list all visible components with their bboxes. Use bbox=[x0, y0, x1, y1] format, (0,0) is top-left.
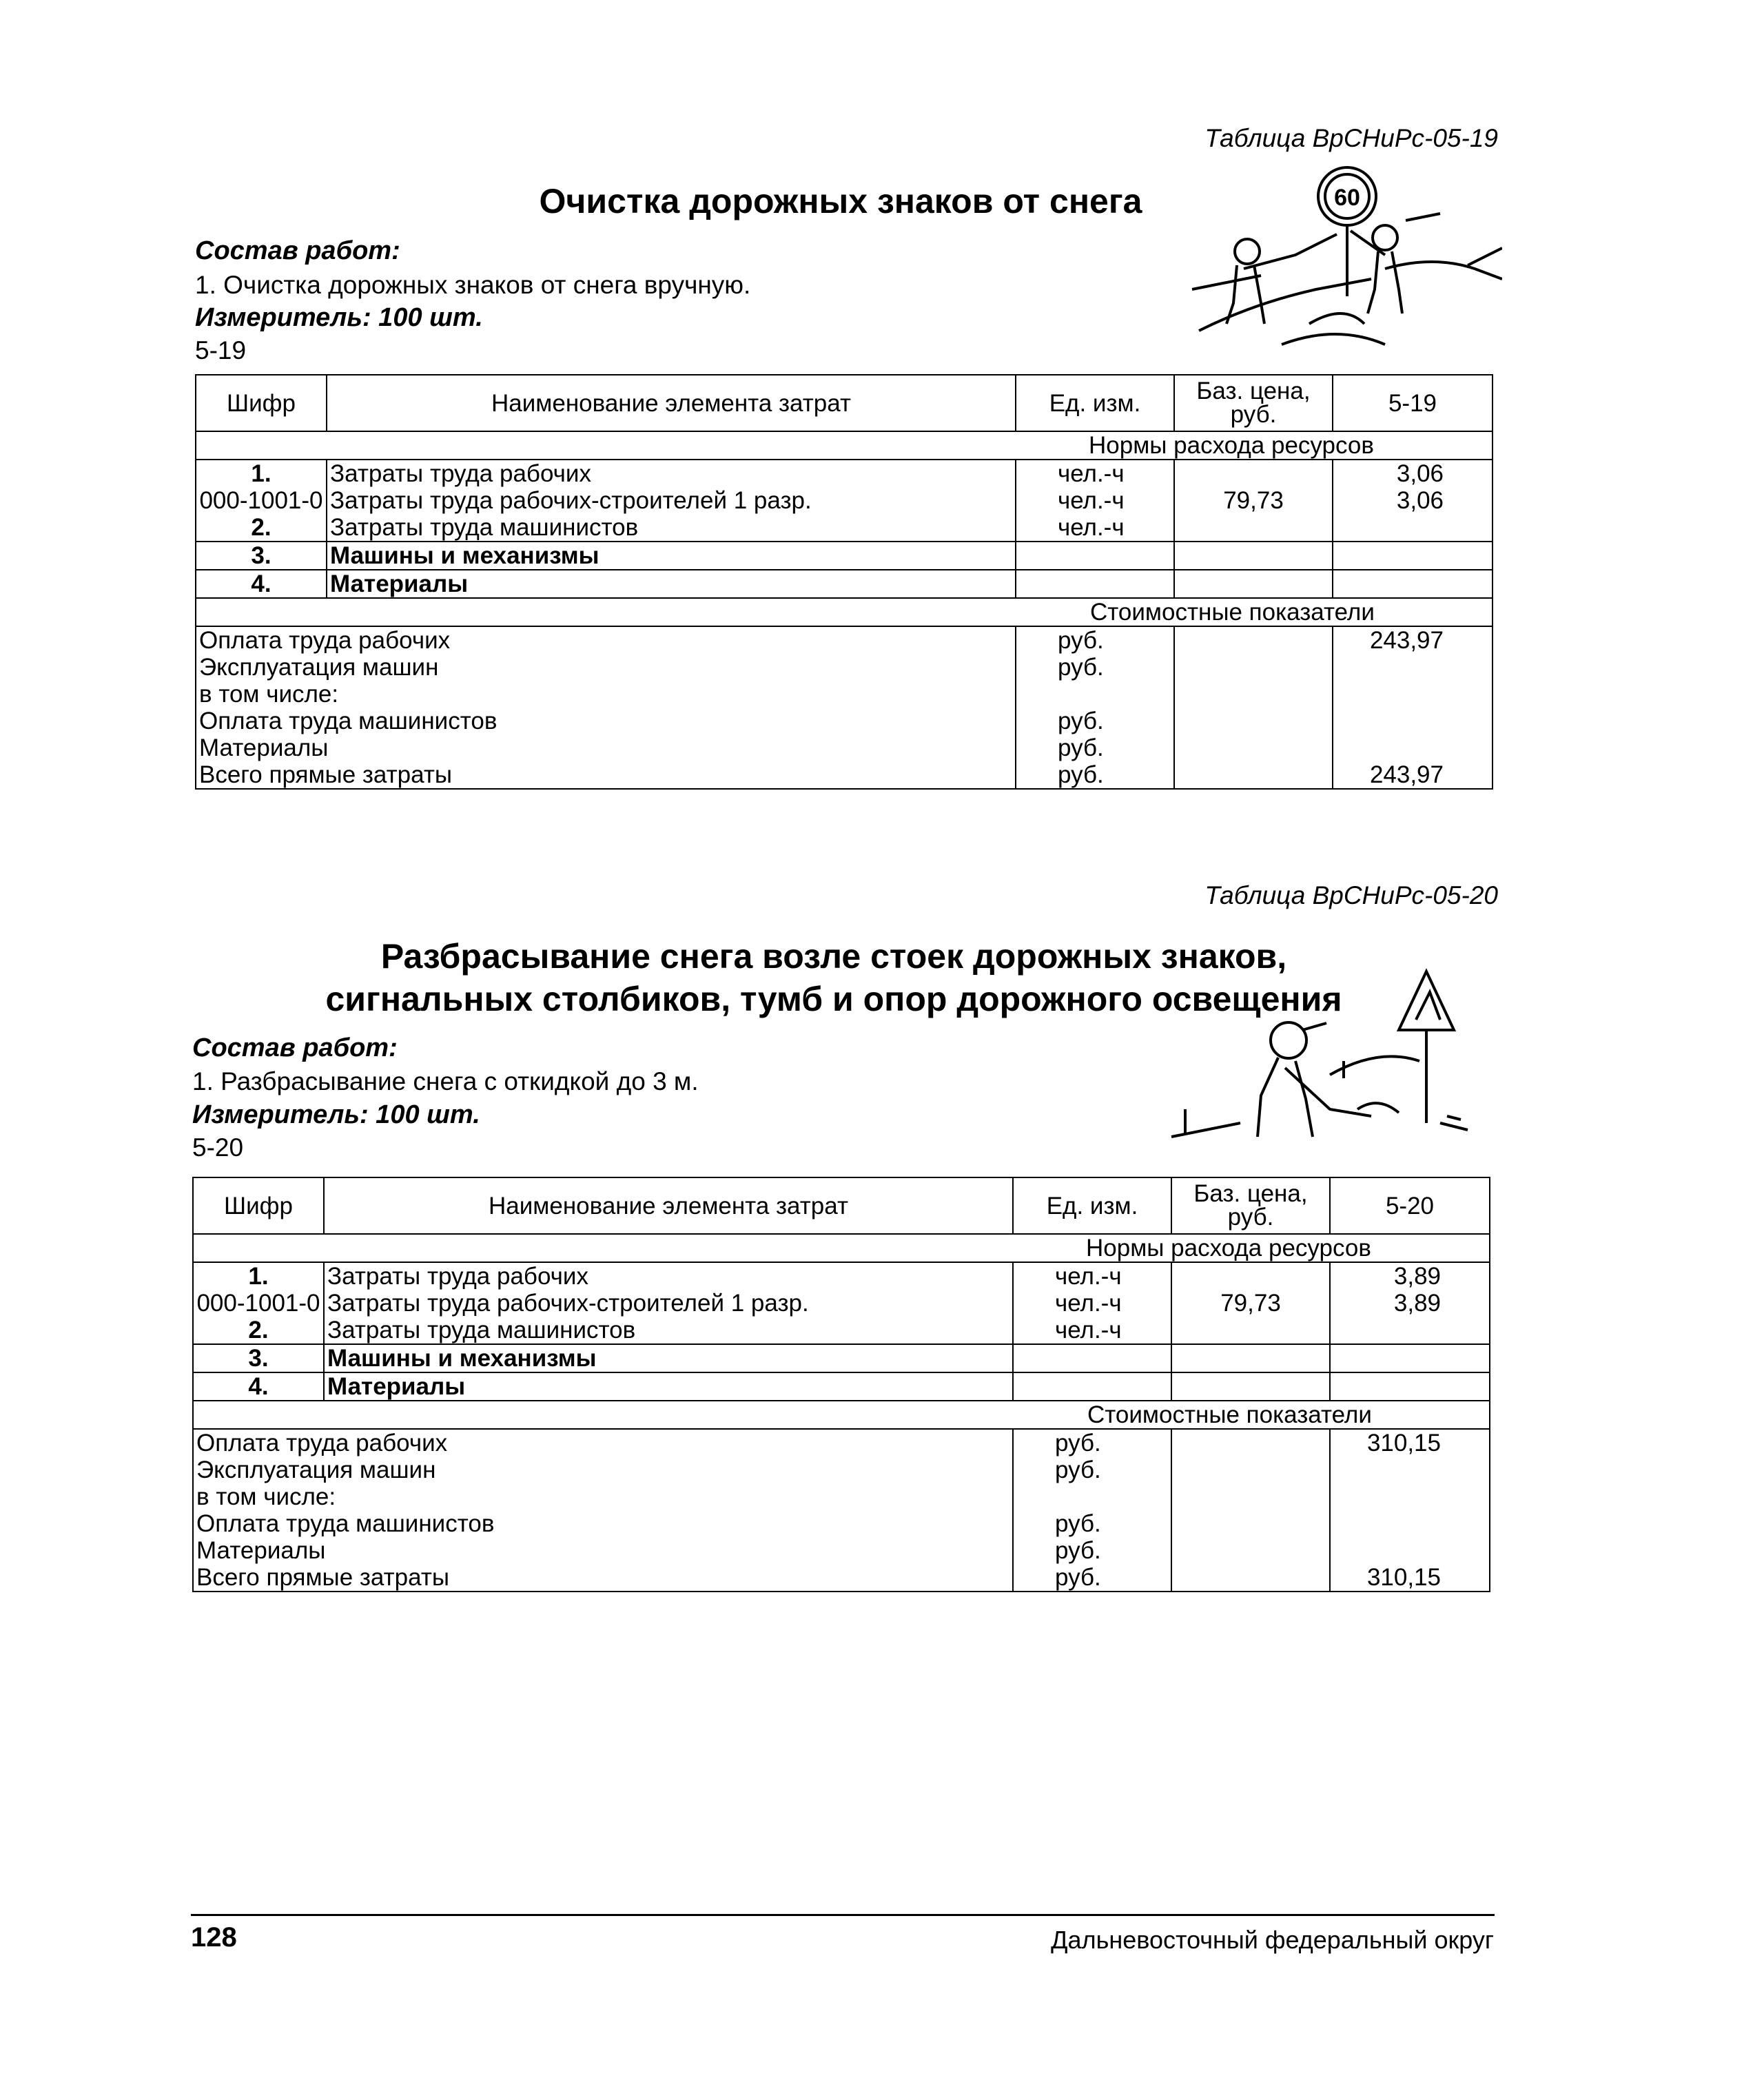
cost-unit: руб. bbox=[1016, 654, 1174, 681]
row-unit: чел.-ч bbox=[1013, 1262, 1171, 1290]
section-title: Разбрасывание снега возле стоек дорожных знаков, bbox=[380, 937, 1287, 976]
row-price bbox=[1174, 570, 1333, 598]
cost-name: Всего прямые затраты bbox=[196, 761, 1016, 789]
row-unit bbox=[1016, 542, 1174, 570]
cost-name: Эксплуатация машин bbox=[196, 654, 1016, 681]
cost-name: Материалы bbox=[193, 1537, 1013, 1564]
cost-name: Оплата труда машинистов bbox=[196, 708, 1016, 734]
worker-shoveling-illustration bbox=[1158, 965, 1488, 1164]
row-value bbox=[1333, 570, 1493, 598]
row-code: 2. bbox=[193, 1317, 324, 1344]
row-name: Затраты труда рабочих-строителей 1 разр. bbox=[327, 487, 1016, 514]
row-unit: чел.-ч bbox=[1013, 1290, 1171, 1317]
cost-unit: руб. bbox=[1013, 1429, 1171, 1456]
cost-value bbox=[1330, 1537, 1490, 1564]
row-value: 3,89 bbox=[1330, 1262, 1490, 1290]
cost-value bbox=[1333, 654, 1493, 681]
row-unit: чел.-ч bbox=[1016, 487, 1174, 514]
column-header: 5-20 bbox=[1330, 1177, 1490, 1234]
row-name: Затраты труда рабочих bbox=[327, 460, 1016, 487]
row-name: Материалы bbox=[324, 1372, 1013, 1401]
row-unit bbox=[1013, 1344, 1171, 1372]
norms-header: Нормы расхода ресурсов bbox=[196, 431, 1493, 460]
cost-value bbox=[1333, 681, 1493, 708]
row-unit: чел.-ч bbox=[1016, 460, 1174, 487]
row-value bbox=[1330, 1344, 1490, 1372]
column-header: 5-19 bbox=[1333, 375, 1493, 431]
cost-name: Оплата труда машинистов bbox=[193, 1510, 1013, 1537]
column-header: Баз. цена, руб. bbox=[1174, 375, 1333, 431]
row-price bbox=[1171, 1317, 1330, 1344]
row-price: 79,73 bbox=[1174, 487, 1333, 514]
row-price bbox=[1171, 1262, 1330, 1290]
cost-value: 310,15 bbox=[1330, 1564, 1490, 1592]
cost-name: Оплата труда рабочих bbox=[196, 626, 1016, 654]
measure-unit: Измеритель: 100 шт. bbox=[192, 1100, 480, 1129]
row-name: Машины и механизмы bbox=[327, 542, 1016, 570]
section-title: Очистка дорожных знаков от снега bbox=[539, 182, 1142, 220]
cost-table bbox=[192, 1177, 1490, 1592]
composition-header: Состав работ: bbox=[192, 1033, 398, 1062]
cost-value bbox=[1330, 1483, 1490, 1510]
sign-speed-text: 60 bbox=[1334, 185, 1360, 211]
row-price: 79,73 bbox=[1171, 1290, 1330, 1317]
cost-name: Оплата труда рабочих bbox=[193, 1429, 1013, 1456]
cost-header: Стоимостные показатели bbox=[193, 1401, 1490, 1429]
row-code: 2. bbox=[196, 514, 327, 542]
row-name: Затраты труда рабочих-строителей 1 разр. bbox=[324, 1290, 1013, 1317]
column-header: Ед. изм. bbox=[1016, 375, 1174, 431]
row-code: 1. bbox=[196, 460, 327, 487]
cost-name: Всего прямые затраты bbox=[193, 1564, 1013, 1592]
cost-name: Материалы bbox=[196, 734, 1016, 761]
table-label: Таблица ВрСНиРс-05-19 bbox=[1204, 124, 1498, 152]
workers-cleaning-sign-illustration bbox=[1178, 165, 1502, 365]
cost-value bbox=[1333, 734, 1493, 761]
column-header: Баз. цена, руб. bbox=[1171, 1177, 1330, 1234]
section-code: 5-20 bbox=[192, 1133, 244, 1162]
cost-value bbox=[1330, 1510, 1490, 1537]
row-value bbox=[1330, 1317, 1490, 1344]
row-value: 3,06 bbox=[1333, 487, 1493, 514]
row-unit bbox=[1016, 570, 1174, 598]
cost-unit: руб. bbox=[1016, 761, 1174, 789]
row-value: 3,06 bbox=[1333, 460, 1493, 487]
row-price bbox=[1171, 1372, 1330, 1401]
cost-name: в том числе: bbox=[196, 681, 1016, 708]
row-code: 3. bbox=[193, 1344, 324, 1372]
cost-unit: руб. bbox=[1013, 1510, 1171, 1537]
row-name: Машины и механизмы bbox=[324, 1344, 1013, 1372]
section-title: сигнальных столбиков, тумб и опор дорожного освещения bbox=[325, 980, 1342, 1018]
row-value: 3,89 bbox=[1330, 1290, 1490, 1317]
row-code: 1. bbox=[193, 1262, 324, 1290]
cost-value: 310,15 bbox=[1330, 1429, 1490, 1456]
row-name: Затраты труда машинистов bbox=[327, 514, 1016, 542]
cost-header: Стоимостные показатели bbox=[196, 598, 1493, 626]
cost-value bbox=[1330, 1456, 1490, 1483]
section-code: 5-19 bbox=[195, 336, 247, 364]
cost-unit: руб. bbox=[1016, 734, 1174, 761]
row-unit: чел.-ч bbox=[1013, 1317, 1171, 1344]
column-header: Шифр bbox=[196, 375, 327, 431]
row-name: Затраты труда рабочих bbox=[324, 1262, 1013, 1290]
row-price bbox=[1174, 460, 1333, 487]
cost-unit: руб. bbox=[1016, 708, 1174, 734]
row-price bbox=[1171, 1344, 1330, 1372]
table-label: Таблица ВрСНиРс-05-20 bbox=[1204, 881, 1498, 909]
column-header: Шифр bbox=[193, 1177, 324, 1234]
cost-name: Эксплуатация машин bbox=[193, 1456, 1013, 1483]
composition-header: Состав работ: bbox=[195, 236, 400, 265]
row-price bbox=[1174, 542, 1333, 570]
row-price bbox=[1174, 514, 1333, 542]
row-code: 4. bbox=[196, 570, 327, 598]
cost-unit bbox=[1013, 1483, 1171, 1510]
row-value bbox=[1330, 1372, 1490, 1401]
cost-unit: руб. bbox=[1013, 1564, 1171, 1592]
column-header: Ед. изм. bbox=[1013, 1177, 1171, 1234]
row-code: 000-1001-0 bbox=[193, 1290, 324, 1317]
cost-table bbox=[195, 374, 1493, 790]
row-name: Затраты труда машинистов bbox=[324, 1317, 1013, 1344]
row-name: Материалы bbox=[327, 570, 1016, 598]
cost-value bbox=[1333, 708, 1493, 734]
composition-item: 1. Очистка дорожных знаков от снега вручную. bbox=[195, 271, 751, 299]
row-unit: чел.-ч bbox=[1016, 514, 1174, 542]
footer-divider bbox=[191, 1914, 1495, 1916]
cost-value: 243,97 bbox=[1333, 761, 1493, 789]
cost-unit: руб. bbox=[1013, 1537, 1171, 1564]
page-number: 128 bbox=[191, 1922, 237, 1953]
cost-name: в том числе: bbox=[193, 1483, 1013, 1510]
row-code: 3. bbox=[196, 542, 327, 570]
composition-item: 1. Разбрасывание снега с откидкой до 3 м. bbox=[192, 1067, 699, 1095]
row-value bbox=[1333, 514, 1493, 542]
region-name: Дальневосточный федеральный округ bbox=[1051, 1926, 1494, 1954]
norms-header: Нормы расхода ресурсов bbox=[193, 1234, 1490, 1262]
cost-value: 243,97 bbox=[1333, 626, 1493, 654]
row-unit bbox=[1013, 1372, 1171, 1401]
cost-unit: руб. bbox=[1016, 626, 1174, 654]
row-value bbox=[1333, 542, 1493, 570]
column-header: Наименование элемента затрат bbox=[324, 1177, 1013, 1234]
measure-unit: Измеритель: 100 шт. bbox=[195, 303, 483, 332]
row-code: 000-1001-0 bbox=[196, 487, 327, 514]
row-code: 4. bbox=[193, 1372, 324, 1401]
cost-unit: руб. bbox=[1013, 1456, 1171, 1483]
column-header: Наименование элемента затрат bbox=[327, 375, 1016, 431]
cost-unit bbox=[1016, 681, 1174, 708]
